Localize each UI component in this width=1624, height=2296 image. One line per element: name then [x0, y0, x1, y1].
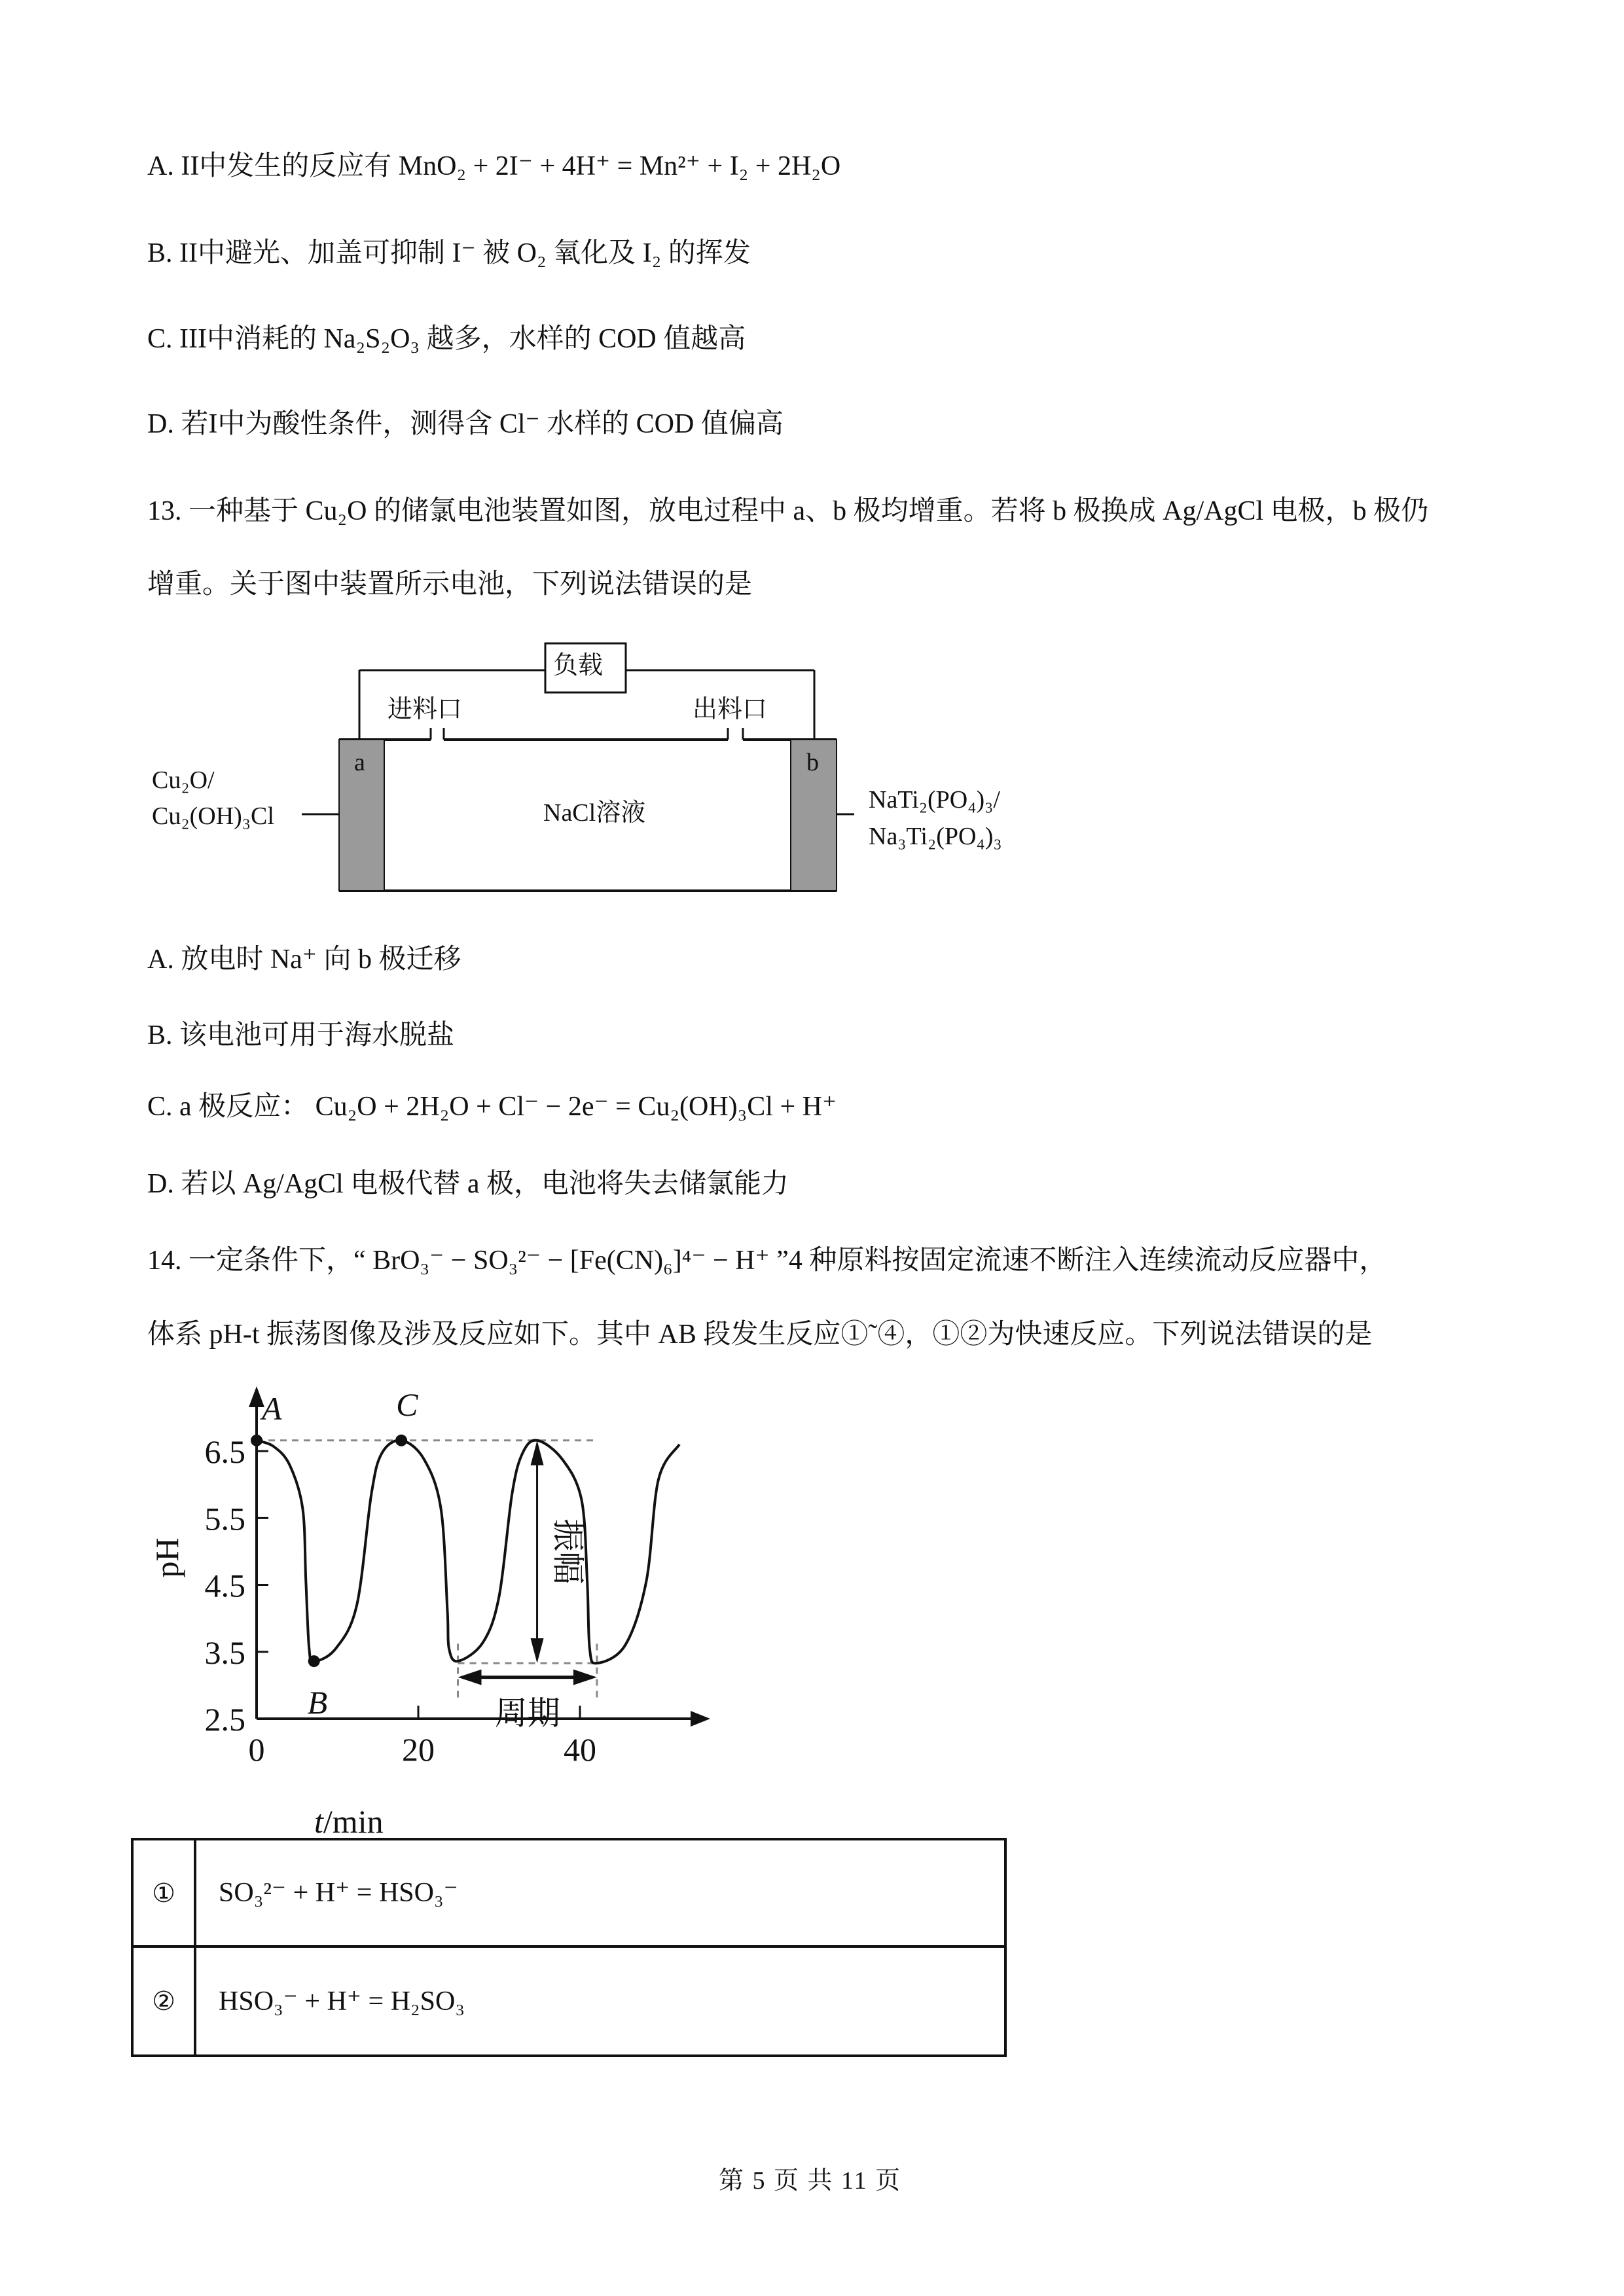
q14-stem-line1: 14. 一定条件下，“ BrO₃⁻ − SO₃²⁻ − [Fe(CN)₆]⁴⁻ − H⁺ ”4 种原料按固定流速不断注入连续流动反应器中， [147, 1246, 1387, 1276]
y-tick-label: 5.5 [204, 1500, 245, 1537]
prev-option-c: C. III中消耗的 Na₂S₂O₃ 越多，水样的 COD 值越高 [147, 324, 746, 354]
table-row [134, 1948, 1004, 2054]
y-tick-label: 6.5 [204, 1433, 245, 1471]
y-tick-label: 4.5 [204, 1567, 245, 1604]
page-footer: 第 5 页 共 11 页 [719, 2167, 902, 2195]
period-arrowhead-left [458, 1670, 482, 1685]
point-label-a: A [262, 1390, 282, 1427]
reaction-equation: HSO₃⁻ + H⁺ = H₂SO₃ [219, 1986, 465, 2017]
point-a [251, 1435, 262, 1446]
reactions-table [131, 1838, 1007, 2057]
period-arrowhead-right [573, 1670, 597, 1685]
y-axis-label: pH [149, 1537, 185, 1578]
reaction-number: ① [134, 1840, 196, 1945]
point-label-c: C [396, 1386, 418, 1423]
left-material-label-1: Cu₂O/ [152, 766, 215, 794]
x-tick-label: 40 [564, 1731, 596, 1768]
y-tick-label: 2.5 [204, 1701, 245, 1738]
right-material-label-2: Na₃Ti₂(PO₄)₃ [869, 823, 1002, 850]
y-tick-label: 3.5 [204, 1634, 245, 1671]
prev-option-b: B. II中避光、加盖可抑制 I⁻ 被 O₂ 氧化及 I₂ 的挥发 [147, 238, 751, 268]
q13-option-a: A. 放电时 Na⁺ 向 b 极迁移 [147, 944, 461, 975]
amplitude-arrowhead-bottom [531, 1638, 544, 1663]
x-axis-arrow [691, 1711, 710, 1727]
point-c [395, 1435, 407, 1446]
right-material-label-1: NaTi₂(PO₄)₃/ [869, 786, 1000, 814]
electrode-a-label: a [354, 749, 365, 776]
reaction-number: ② [134, 1948, 196, 2054]
table-row [134, 1840, 1004, 1948]
outlet-label: 出料口 [693, 696, 768, 723]
inlet-label: 进料口 [388, 696, 463, 723]
amplitude-arrowhead-top [531, 1441, 544, 1465]
point-b [308, 1655, 320, 1667]
q14-stem-line2: 体系 pH-t 振荡图像及涉及反应如下。其中 AB 段发生反应①˜④，①②为快速反应。下列说法错误的是 [147, 1319, 1373, 1350]
ph-curve [257, 1441, 679, 1664]
prev-option-a: A. II中发生的反应有 MnO₂ + 2I⁻ + 4H⁺ = Mn²⁺ + I₂ + 2H₂O [147, 151, 841, 181]
point-label-b: B [307, 1684, 328, 1721]
left-material-label-2: Cu₂(OH)₃Cl [152, 802, 274, 830]
q13-option-c: C. a 极反应： Cu₂O + 2H₂O + Cl⁻ − 2e⁻ = Cu₂(OH)₃Cl + H⁺ [147, 1092, 837, 1122]
period-label: 周期 [494, 1695, 560, 1732]
electrode-b-label: b [806, 749, 819, 776]
x-tick-label: 20 [402, 1731, 435, 1768]
x-tick-label: 0 [248, 1731, 265, 1768]
load-label: 负载 [553, 652, 604, 679]
q13-stem-line2: 增重。关于图中装置所示电池，下列说法错误的是 [147, 569, 753, 600]
q13-option-d: D. 若以 Ag/AgCl 电极代替 a 极，电池将失去储氯能力 [147, 1169, 789, 1199]
reaction-equation: SO₃²⁻ + H⁺ = HSO₃⁻ [219, 1878, 458, 1908]
prev-option-d: D. 若I中为酸性条件，测得含 Cl⁻ 水样的 COD 值偏高 [147, 409, 784, 439]
amplitude-label: 振幅 [549, 1518, 586, 1585]
solution-label: NaCl溶液 [543, 799, 646, 827]
q13-stem-line1: 13. 一种基于 Cu₂O 的储氯电池装置如图，放电过程中 a、b 极均增重。若将 b 极换成 Ag/AgCl 电极，b 极仍 [147, 496, 1429, 526]
x-axis-label: t/min [314, 1803, 384, 1840]
q13-option-b: B. 该电池可用于海水脱盐 [147, 1020, 455, 1050]
